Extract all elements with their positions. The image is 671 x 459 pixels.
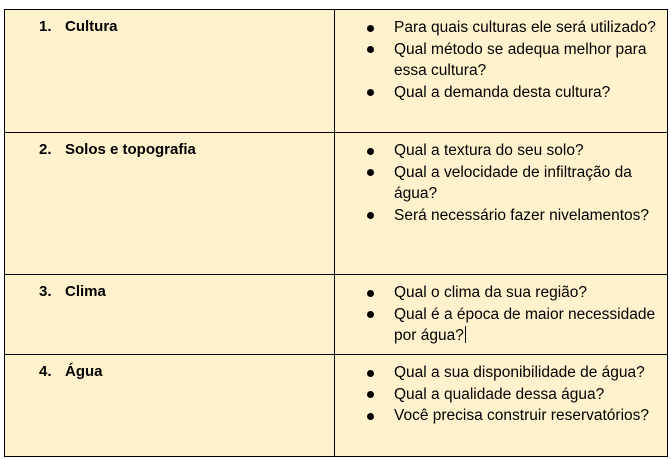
question-text: Qual a sua disponibilidade de água? xyxy=(394,364,645,381)
question-text: Para quais culturas ele será utilizado? xyxy=(394,19,656,36)
question-item xyxy=(367,162,661,205)
bullet-icon xyxy=(367,89,374,96)
question-item xyxy=(367,82,661,104)
questions-cell[interactable] xyxy=(335,275,668,355)
question-text: Qual a qualidade dessa água? xyxy=(394,385,605,403)
topic-number: 2. xyxy=(39,141,52,158)
question-list xyxy=(367,17,661,103)
bullet-icon xyxy=(367,391,374,398)
question-item xyxy=(367,405,661,427)
question-text: Qual o clima da sua região? xyxy=(394,284,588,301)
topic-cell[interactable] xyxy=(5,133,335,275)
topic-label: Solos e topografia xyxy=(65,141,196,158)
question-text: Qual método se adequa melhor para essa cultura? xyxy=(394,40,647,79)
question-text: Qual a demanda desta cultura? xyxy=(394,83,611,101)
bullet-icon xyxy=(367,148,374,155)
questions-cell[interactable] xyxy=(335,355,668,457)
questions-table xyxy=(4,9,668,457)
question-text: Você precisa construir reservatórios? xyxy=(394,407,650,424)
question-item xyxy=(367,282,661,304)
bullet-icon xyxy=(367,370,374,377)
topic-heading xyxy=(39,140,334,160)
topic-number: 3. xyxy=(39,283,52,300)
text-cursor xyxy=(465,326,467,343)
bullet-icon xyxy=(367,311,374,318)
topic-label: Cultura xyxy=(65,18,118,35)
bullet-icon xyxy=(367,169,374,176)
questions-cell[interactable] xyxy=(335,133,668,275)
table-row xyxy=(5,275,668,355)
topic-cell[interactable] xyxy=(5,355,335,457)
bullet-icon xyxy=(367,25,374,32)
question-text: Qual a velocidade de infiltração da água? xyxy=(394,163,632,202)
questions-cell[interactable] xyxy=(335,10,668,133)
topic-label: Água xyxy=(65,363,103,380)
question-item xyxy=(367,140,661,162)
bullet-icon xyxy=(367,413,374,420)
topic-label: Clima xyxy=(65,283,106,300)
question-item xyxy=(367,205,661,227)
question-item xyxy=(367,384,661,406)
question-text: Será necessário fazer nivelamentos? xyxy=(394,206,650,224)
question-item xyxy=(367,304,661,347)
topic-heading xyxy=(39,17,334,37)
question-list xyxy=(367,140,661,226)
table-row xyxy=(5,355,668,457)
table-row xyxy=(5,133,668,275)
question-item xyxy=(367,362,661,384)
table-row xyxy=(5,10,668,133)
question-list xyxy=(367,282,661,347)
topic-cell[interactable] xyxy=(5,275,335,355)
topic-heading xyxy=(39,282,334,302)
question-text: Qual é a época de maior necessidade por água? xyxy=(394,305,656,344)
topic-heading xyxy=(39,362,334,382)
topic-number: 4. xyxy=(39,363,52,380)
topic-number: 1. xyxy=(39,18,52,35)
bullet-icon xyxy=(367,290,374,297)
question-list xyxy=(367,362,661,427)
question-text: Qual a textura do seu solo? xyxy=(394,142,584,159)
question-item xyxy=(367,17,661,39)
question-item xyxy=(367,39,661,82)
topic-cell[interactable] xyxy=(5,10,335,133)
bullet-icon xyxy=(367,212,374,219)
bullet-icon xyxy=(367,46,374,53)
